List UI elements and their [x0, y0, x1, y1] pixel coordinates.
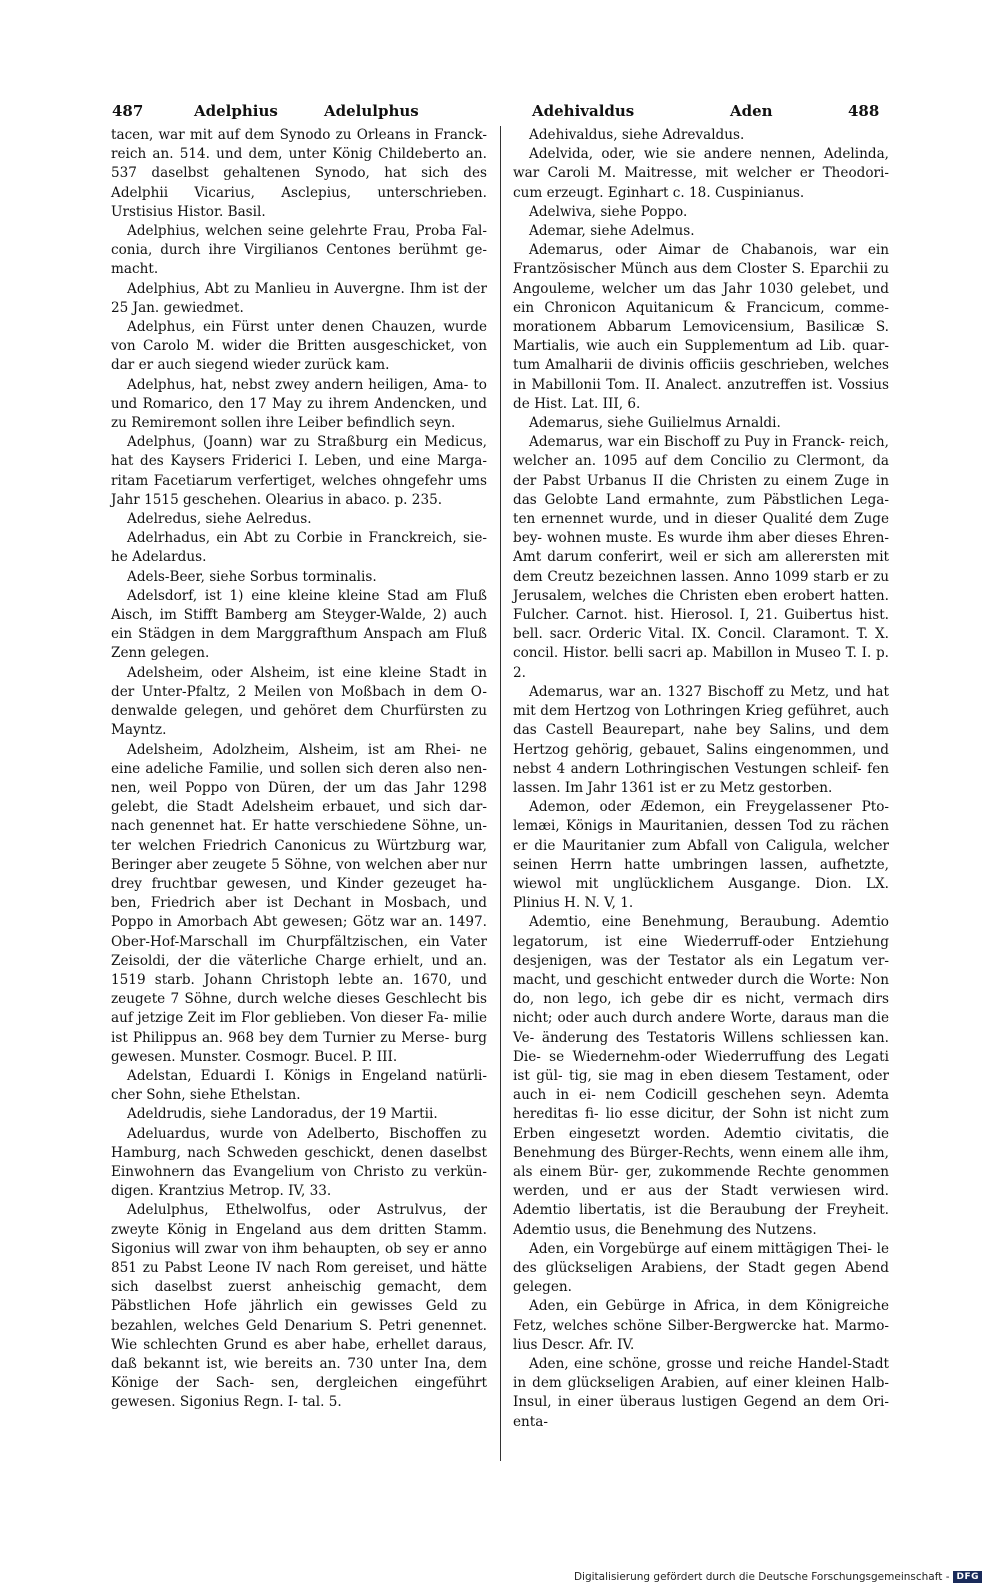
dictionary-entry: Adelvida, oder, wie sie andere nennen, Adelinda, war Caroli M. Maitresse, mit welcher er Theodori- cum erzeugt. Eginhart c. 18. Cuspinianus.: [513, 146, 889, 201]
footer-credit: [574, 1570, 982, 1584]
dictionary-entry: Ademarus, siehe Guilielmus Arnaldi.: [529, 415, 781, 432]
dictionary-entry: Adehivaldus, siehe Adrevaldus.: [529, 127, 745, 143]
column-divider: [500, 126, 501, 1461]
dictionary-entry: Aden, eine schöne, grosse und reiche Handel-Stadt in dem glückseligen Arabien, auf einer kleinen Halb- Insul, in einer überaus lustigen Gegend an dem Ori- enta-: [513, 1356, 889, 1430]
dictionary-entry: Adelsheim, oder Alsheim, ist eine kleine Stadt in der Unter-Pfaltz, 2 Meilen von Moßbach in dem O- denwalde gelegen, und gehöret dem Churfürsten zu Mayntz.: [111, 664, 487, 739]
dictionary-entry: Adelwiva, siehe Poppo.: [529, 203, 688, 220]
dictionary-entry: Adelphius, Abt zu Manlieu in Auvergne. Ihm ist der 25 Jan. gewiedmet.: [111, 280, 487, 316]
dictionary-entry: Adelrhadus, ein Abt zu Corbie in Franckreich, sie- he Adelardus.: [111, 530, 487, 566]
page-number-left: 487: [112, 102, 144, 120]
running-head-right-1: Adehivaldus: [532, 102, 635, 120]
dictionary-entry: Aden, ein Gebürge in Africa, in dem Königreiche Fetz, welches schöne Silber-Bergwercke hat. Marmo- lius Descr. Afr. IV.: [513, 1298, 889, 1353]
dictionary-entry: Adels-Beer, siehe Sorbus torminalis.: [127, 568, 377, 585]
page-number-right: 488: [848, 102, 880, 120]
footer-text: Digitalisierung gefördert durch die Deutsche Forschungsgemeinschaft -: [573, 1571, 950, 1583]
running-head-left-1: Adelphius: [194, 102, 278, 120]
dictionary-entry: Adeluardus, wurde von Adelberto, Bischoffen zu Hamburg, nach Schweden geschickt, denen daselbst Einwohnern das Evangelium von Christo zu verkün- digen. Krantzius Metrop. IV, 33.: [111, 1125, 487, 1200]
dictionary-entry: Ademarus, oder Aimar de Chabanois, war ein Frantzösischer Münch aus dem Closter S. Eparchii zu Angouleme, welcher um das Jahr 1030 gelebet, und ein Chronicon Aquitanicum & Francicum, comme- morationem Abbarum Lemovicensium, Basilicæ S. Martialis, wie auch ein Supplementum ad Lib. quar- tum Amalharii de divinis officiis geschrieben, welches in Mabillonii Tom. II. Analect. anzutreffen ist. Vossius de Hist. Lat. III, 6.: [513, 242, 889, 412]
dictionary-entry: Ademon, oder Ædemon, ein Freygelassener Pto- lemæi, Königs in Mauritanien, dessen Tod zu rächen er die Mauritanier zum Abfall von Caligula, welcher seinen Herrn hatte umbringen lassen, aufhetzte, wiewol mit unglücklichem Ausgange. Dion. LX. Plinius H. N. V, 1.: [513, 799, 889, 912]
dictionary-entry: Adelphus, ein Fürst unter denen Chauzen, wurde von Carolo M. wider die Britten ausgeschicket, von dar er auch siegend wieder zurück kam.: [111, 319, 487, 374]
running-head-left-2: Adelulphus: [324, 102, 419, 120]
dictionary-entry: Adelulphus, Ethelwolfus, oder Astrulvus, der zweyte König in Engeland aus dem dritten Stamm. Sigonius will zwar von ihm behaupten, ob sey er anno 851 zu Pabst Leone IV nach Rom gereiset, und hätte sich daselbst zuerst anheischig gemacht, dem Päbstlichen Hofe jährlich ein gewisses Geld zu bezahlen, welches Geld Denarium S. Petri genennet. Wie schlechten Grund es aber habe, erhellet daraus, daß bekannt ist, wie bereits an. 730 unter Ina, dem Könige der Sach- sen, dergleichen eingeführt gewesen. Sigonius Regn. I- tal. 5.: [111, 1202, 487, 1411]
dictionary-entry: Adelstan, Eduardi I. Königs in Engeland natürli- cher Sohn, siehe Ethelstan.: [111, 1067, 487, 1104]
dictionary-entry: Adelphus, (Joann) war zu Straßburg ein Medicus, hat des Kaysers Friderici I. Leben, und eine Marga- ritam Facetiarum verfertiget, welches ohngefehr ums Jahr 1515 geschehen. Olearius in abaco. p. 235.: [111, 434, 487, 508]
dictionary-entry: Ademtio, eine Benehmung, Beraubung. Ademtio legatorum, ist eine Wiederruff-oder Entziehung desjenigen, was der Testator als ein Legatum ver- macht, und geschicht entweder durch die Worte: Non do, non lego, ich gebe dir es nicht, vermach dirs nicht; oder auch durch andere Worte, daraus man die Ve- änderung des Testatoris Willens schliessen kan. Die- se Wiedernehm-oder Wiederruffung des Legati ist gül- tig, sie mag in eben diesem Testament, oder auch in ei- nem Codicill geschehen seyn. Ademta hereditas fi- lio esse dicitur, der Sohn ist nicht zum Erben eingesetzt worden. Ademtio civitatis, die Benehmung des Bürger-Rechts, wenn einem alle ihm, als einem Bür- ger, zukommende Rechte genommen werden, und er aus der Stadt verwiesen wird. Ademtio libertatis, ist die Beraubung der Freyheit. Ademtio usus, die Benehmung des Nutzens.: [513, 914, 889, 1238]
dictionary-entry: Ademarus, war an. 1327 Bischoff zu Metz, und hat mit dem Hertzog von Lothringen Krieg geführet, auch das Castell Beaurepart, nahe bey Salins, und dem Hertzog gehörig, gebauet, Salins eingenommen, und nebst 4 andern Lothringischen Vestungen schleif- fen lassen. Im Jahr 1361 ist er zu Metz gestorben.: [513, 683, 889, 796]
dictionary-entry: Adelphus, hat, nebst zwey andern heiligen, Ama- to und Romarico, den 17 May zu ihrem Andencken, und zu Remiremont sollen ihre Leiber befindlich seyn.: [111, 376, 487, 432]
right-column: [513, 126, 889, 1432]
dictionary-entry: Adelsheim, Adolzheim, Alsheim, ist am Rhei- ne eine adeliche Familie, und sollen sich deren also nen- nen, weil Poppo von Düren, der um das Jahr 1298 gelebt, die Stadt Adelsheim erbauet, und sich dar- nach genennet hat. Er hatte verschiedene Söhne, un- ter welchen Friedrich Canonicus zu Würtzburg war, Beringer aber zeugete 5 Söhne, von welchen aber nur drey fruchtbar gewesen, und Kinder gezeuget ha- ben, Friedrich aber ist Dechant in Mosbach, und Poppo in Amorbach Abt gewesen; Götz war an. 1497. Ober-Hof-Marschall im Churpfältzischen, ein Vater Zeisoldi, der die väterliche Charge erhielt, und an. 1519 starb. Johann Christoph lebte an. 1670, und zeugete 7 Söhne, durch welche dieses Geschlecht bis auf jetzige Zeit im Flor geblieben. Von dieser Fa- milie ist Philippus an. 968 bey dem Turnier zu Merse- burg gewesen. Munster. Cosmogr. Bucel. P. III.: [111, 741, 487, 1065]
running-head-right-2: Aden: [730, 102, 773, 120]
page-header: [112, 96, 892, 128]
left-column: [111, 126, 487, 1413]
dictionary-entry: Ademar, siehe Adelmus.: [529, 223, 695, 240]
dictionary-entry: Adelsdorf, ist 1) eine kleine kleine Stad am Fluß Aisch, im Stifft Bamberg am Steyger-Walde, 2) auch ein Städgen in dem Marggrafthum Anspach am Fluß Zenn gelegen.: [111, 587, 487, 662]
dictionary-entry: tacen, war mit auf dem Synodo zu Orleans in Franck- reich an. 514. und dem, unter König Childeberto an. 537 daselbst gehaltenen Synodo, hat sich des Adelphii Vicarius, Asclepius, unterschrieben. Urstisius Histor. Basil.: [111, 127, 487, 220]
dictionary-entry: Ademarus, war ein Bischoff zu Puy in Franck- reich, welcher an. 1095 auf dem Concilio zu Clermont, da der Pabst Urbanus II die Christen zu einem Zuge in das Gelobte Land ermahnte, zum Päbstlichen Lega- ten ernennet wurde, und in dieser Qualité dem Zuge bey- wohnen muste. Es wurde ihm aber dieses Ehren- Amt darum conferirt, weil er sich am allerersten mit dem Creutz bezeichnen lassen. Anno 1099 starb er zu Jerusalem, welches die Christen eben erobert hatten. Fulcher. Carnot. hist. Hierosol. I, 21. Guibertus hist. bell. sacr. Orderic Vital. IX. Concil. Claramont. T. X. concil. Histor. belli sacri ap. Mabillon in Museo T. I. p. 2.: [513, 434, 889, 681]
dictionary-entry: Adeldrudis, siehe Landoradus, der 19 Martii.: [127, 1106, 438, 1123]
dfg-logo: DFG: [953, 1571, 982, 1583]
dictionary-entry: Adelphius, welchen seine gelehrte Frau, Proba Fal- conia, durch ihre Virgilianos Centones berühmt ge- macht.: [111, 223, 487, 278]
dictionary-entry: Adelredus, siehe Aelredus.: [127, 511, 312, 528]
dictionary-entry: Aden, ein Vorgebürge auf einem mittägigen Thei- le des glückseligen Arabiens, der Stadt gegen Abend gelegen.: [513, 1240, 889, 1296]
